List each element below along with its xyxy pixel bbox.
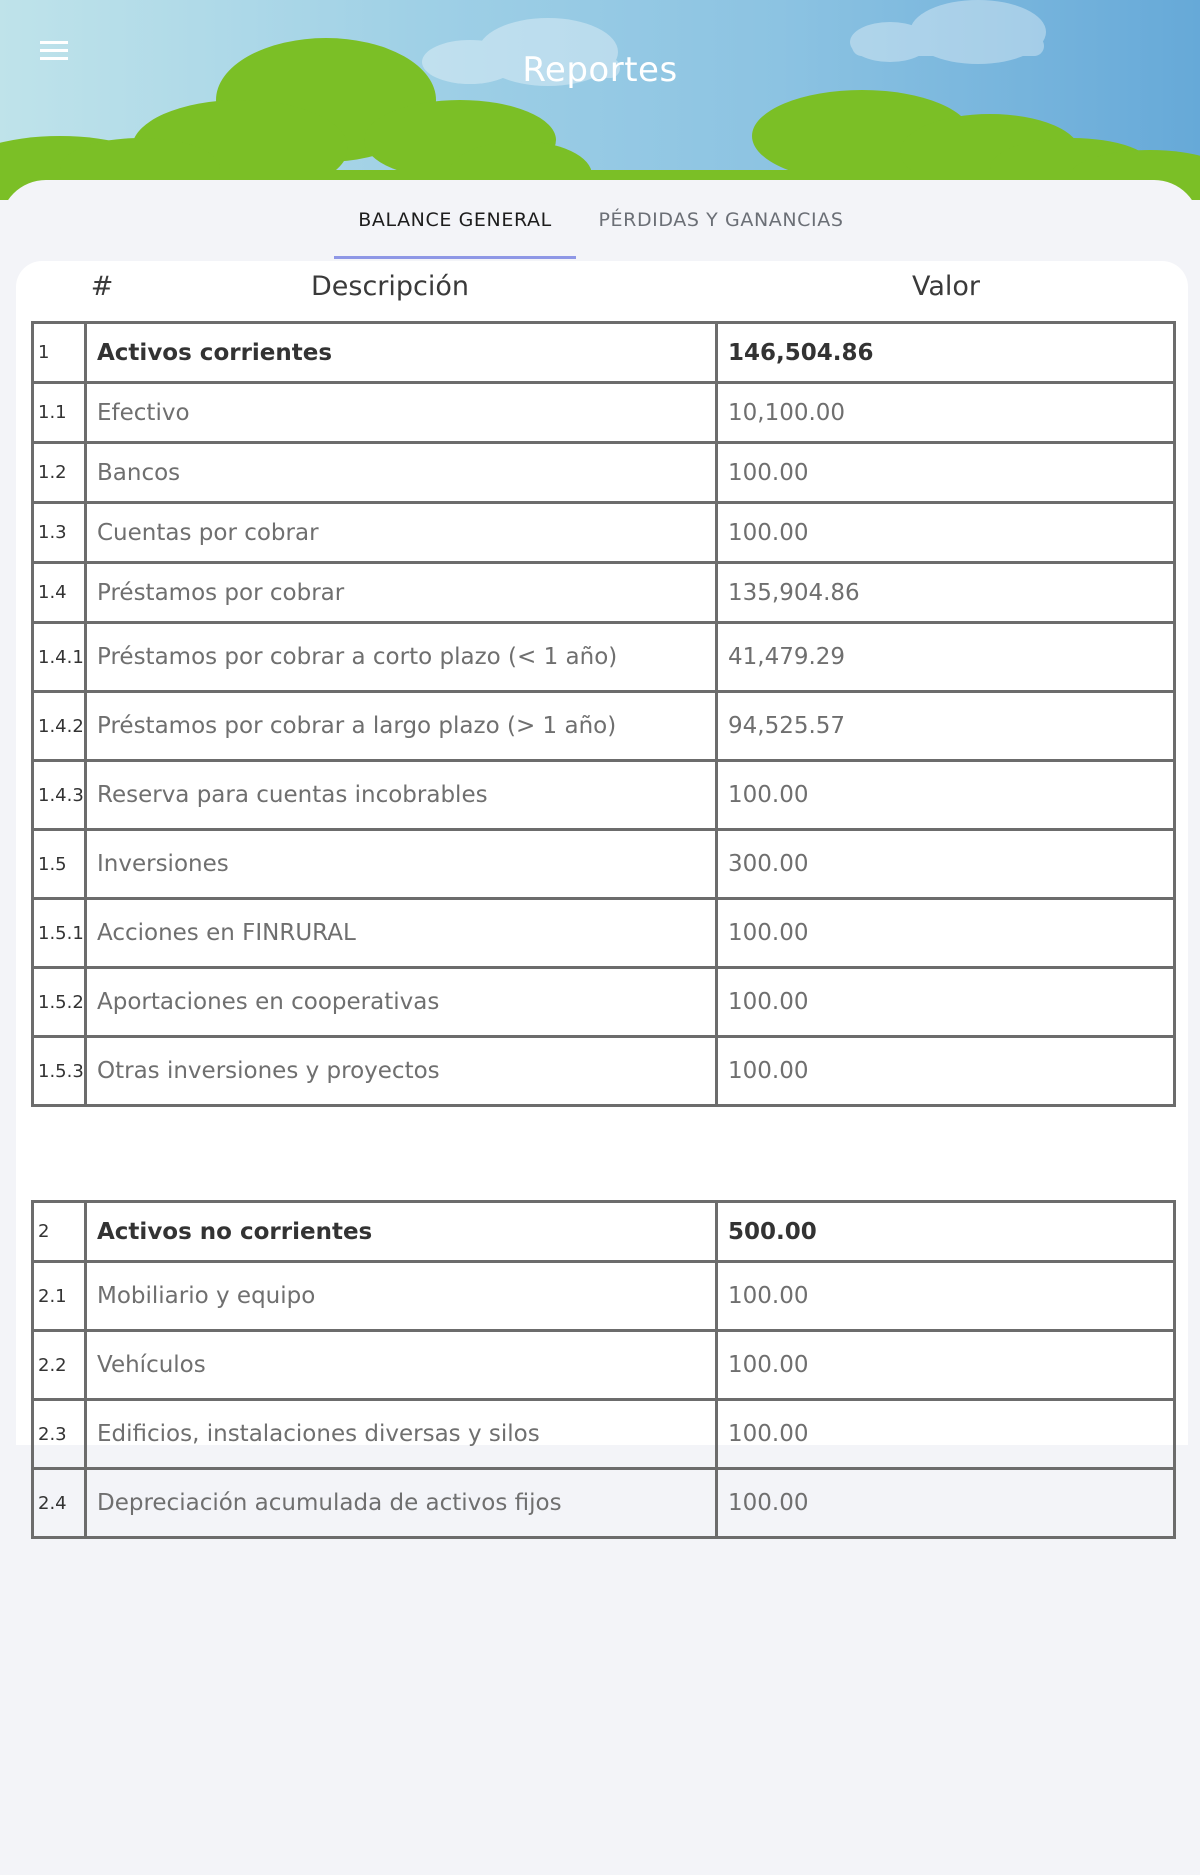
row-number: 2.3	[33, 1400, 86, 1469]
row-description: Acciones en FINRURAL	[86, 899, 717, 968]
row-number: 2	[33, 1202, 86, 1262]
row-description: Aportaciones en cooperativas	[86, 968, 717, 1037]
row-value: 100.00	[717, 1262, 1175, 1331]
column-header-description: Descripción	[310, 271, 470, 302]
row-number: 1.1	[33, 383, 86, 443]
section-activos-corrientes-table	[31, 321, 1176, 1107]
table-row	[33, 443, 1175, 503]
row-number: 1.5.1	[33, 899, 86, 968]
row-number: 2.4	[33, 1469, 86, 1538]
row-number: 1.3	[33, 503, 86, 563]
row-value: 100.00	[717, 899, 1175, 968]
table-row	[33, 1202, 1175, 1262]
table-row	[33, 503, 1175, 563]
row-description: Activos no corrientes	[86, 1202, 717, 1262]
row-number: 1.5	[33, 830, 86, 899]
row-value: 100.00	[717, 443, 1175, 503]
row-description: Préstamos por cobrar a corto plazo (< 1 año)	[86, 623, 717, 692]
row-description: Otras inversiones y proyectos	[86, 1037, 717, 1106]
section-activos-no-corrientes-table	[31, 1200, 1176, 1539]
row-value: 500.00	[717, 1202, 1175, 1262]
row-value: 100.00	[717, 1331, 1175, 1400]
row-description: Efectivo	[86, 383, 717, 443]
row-description: Edificios, instalaciones diversas y silos	[86, 1400, 717, 1469]
report-tabs	[0, 180, 1200, 260]
table-row	[33, 623, 1175, 692]
tab-balance-general[interactable]: BALANCE GENERAL	[358, 209, 552, 231]
row-description: Préstamos por cobrar a largo plazo (> 1 año)	[86, 692, 717, 761]
table-row	[33, 383, 1175, 443]
tab-perdidas-ganancias[interactable]: PÉRDIDAS Y GANANCIAS	[598, 209, 844, 231]
row-description: Préstamos por cobrar	[86, 563, 717, 623]
row-value: 100.00	[717, 761, 1175, 830]
row-value: 94,525.57	[717, 692, 1175, 761]
table-column-headers	[16, 261, 1188, 321]
row-number: 1.4.3	[33, 761, 86, 830]
row-description: Reserva para cuentas incobrables	[86, 761, 717, 830]
table-row	[33, 1262, 1175, 1331]
row-number: 1	[33, 323, 86, 383]
row-number: 1.4.2	[33, 692, 86, 761]
table-row	[33, 1400, 1175, 1469]
table-row	[33, 1037, 1175, 1106]
column-header-value: Valor	[911, 271, 981, 302]
row-number: 1.4	[33, 563, 86, 623]
row-value: 135,904.86	[717, 563, 1175, 623]
row-number: 1.4.1	[33, 623, 86, 692]
row-description: Bancos	[86, 443, 717, 503]
row-number: 2.2	[33, 1331, 86, 1400]
table-row	[33, 323, 1175, 383]
table-row	[33, 1469, 1175, 1538]
row-value: 100.00	[717, 1037, 1175, 1106]
table-row	[33, 761, 1175, 830]
row-number: 1.2	[33, 443, 86, 503]
report-sheet	[0, 180, 1200, 1875]
row-description: Vehículos	[86, 1331, 717, 1400]
table-row	[33, 1331, 1175, 1400]
row-description: Cuentas por cobrar	[86, 503, 717, 563]
column-header-number: #	[90, 271, 114, 302]
balance-card	[16, 261, 1188, 1516]
row-value: 100.00	[717, 503, 1175, 563]
row-description: Depreciación acumulada de activos fijos	[86, 1469, 717, 1538]
row-value: 100.00	[717, 1469, 1175, 1538]
row-number: 1.5.2	[33, 968, 86, 1037]
app-header	[0, 0, 1200, 200]
row-value: 146,504.86	[717, 323, 1175, 383]
page-title: Reportes	[522, 50, 678, 90]
row-number: 1.5.3	[33, 1037, 86, 1106]
table-row	[33, 692, 1175, 761]
row-description: Inversiones	[86, 830, 717, 899]
row-value: 41,479.29	[717, 623, 1175, 692]
row-number: 2.1	[33, 1262, 86, 1331]
table-row	[33, 563, 1175, 623]
table-row	[33, 830, 1175, 899]
row-value: 300.00	[717, 830, 1175, 899]
table-row	[33, 968, 1175, 1037]
row-value: 100.00	[717, 1400, 1175, 1469]
row-description: Mobiliario y equipo	[86, 1262, 717, 1331]
row-value: 10,100.00	[717, 383, 1175, 443]
table-row	[33, 899, 1175, 968]
row-value: 100.00	[717, 968, 1175, 1037]
active-tab-indicator	[334, 256, 576, 259]
scenery-illustration	[0, 0, 1200, 200]
row-description: Activos corrientes	[86, 323, 717, 383]
